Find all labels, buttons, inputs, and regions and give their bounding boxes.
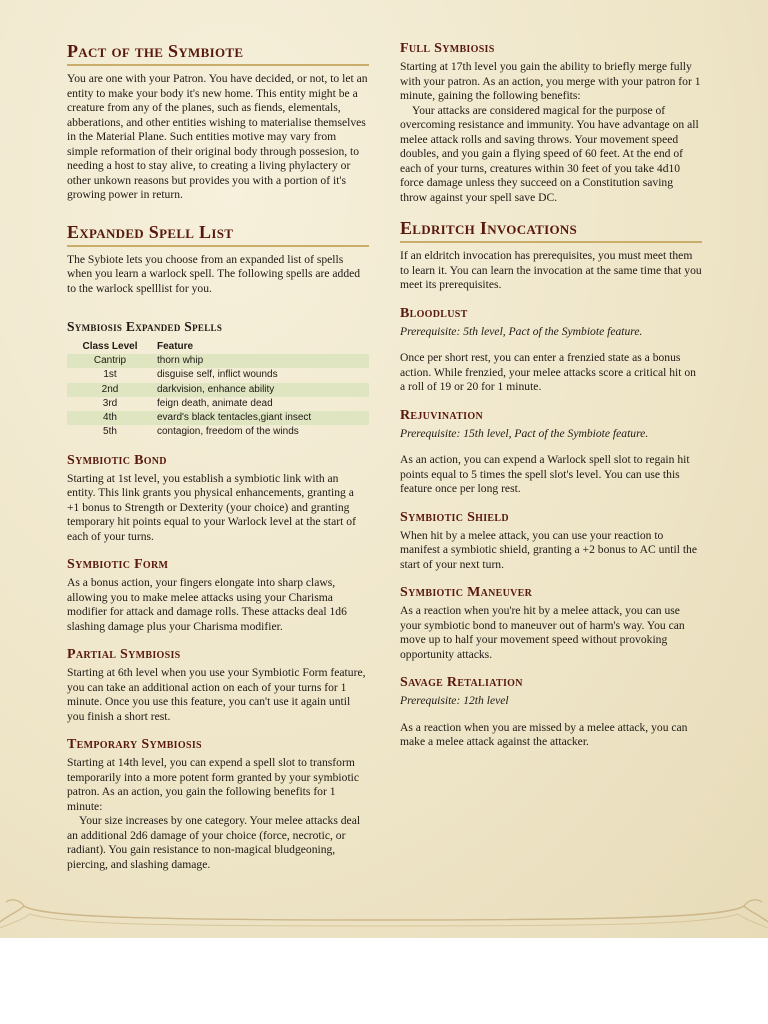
pact-paragraph: You are one with your Patron. You have decided, or not, to let an entity to make your body it's new home. This entity might be a creature from any of the planes, such as fiends, elementals, abberations, and other entities wishing to materialise themselves in the Material Plane. Such entities motive may vary from simple reformation of their original body through possesion, to needing a host to stay alive, to creating a living phylactery or other unkown reasons but provides you with a portion of it's growing power in return. — [67, 72, 368, 201]
pact-heading: Pact of the Symbiote — [67, 40, 369, 66]
table-cell-feature: disguise self, inflict wounds — [157, 369, 278, 381]
rejuvination-prerequisite: Prerequisite: 15th level, Pact of the Symbiote feature. — [400, 426, 649, 440]
spell-table-header-row — [67, 340, 369, 354]
spell-table — [67, 340, 369, 440]
savage-retaliation-heading: Savage Retaliation — [400, 675, 523, 690]
spell-table-title: Symbiosis Expanded Spells — [67, 319, 223, 334]
column-header-feature: Feature — [157, 341, 194, 352]
table-row — [67, 411, 369, 425]
eldritch-invocations-paragraph: If an eldritch invocation has prerequisites, you must meet them to learn it. You can learn the invocation at the same time that you meet its prerequisites. — [400, 249, 702, 291]
left-column — [67, 40, 369, 872]
eldritch-invocations-heading: Eldritch Invocations — [400, 217, 702, 243]
temporary-symbiosis-paragraph: Starting at 14th level, you can expend a spell slot to transform temporarily into a more potent form granted by your symbiotic patron. As an action, you gain the following benefits for 1 minute: — [67, 756, 360, 813]
expanded-spell-list-paragraph: The Sybiote lets you choose from an expanded list of spells when you learn a warlock spell. The following spells are added to the warlock spelllist for you. — [67, 252, 361, 295]
table-cell-level: 1st — [103, 369, 117, 381]
bloodlust-prerequisite: Prerequisite: 5th level, Pact of the Symbiote feature. — [400, 324, 643, 338]
table-cell-level: 2nd — [67, 383, 153, 397]
partial-symbiosis-heading: Partial Symbiosis — [67, 647, 181, 663]
table-cell-level: 3rd — [102, 397, 118, 409]
savage-retaliation-prerequisite: Prerequisite: 12th level — [400, 694, 509, 707]
bloodlust-heading: Bloodlust — [400, 305, 468, 321]
symbiotic-shield-heading: Symbiotic Shield — [400, 509, 509, 525]
symbiotic-bond-paragraph: Starting at 1st level, you establish a symbiotic link with an entity. This link grants you physical enhancements, granting a +1 bonus to Strength or Dexterity (your choice) and granting temporary hit points equal to your Warlock level at the start of each of your turns. — [67, 471, 356, 543]
rejuvination-heading: Rejuvination — [400, 407, 483, 423]
symbiotic-maneuver-paragraph: As a reaction when you're hit by a melee attack, you can use your symbiotic bond to maneuver out of harm's way. You can move up to half your movement speed without provoking opportunity attacks. — [400, 604, 685, 661]
table-cell-feature: evard's black tentacles,giant insect — [153, 411, 369, 425]
full-symbiosis-benefits: Your attacks are considered magical for the purpose of overcoming resistance and immunity. You have advantage on all melee attack rolls and saving throws. Your movement speed doubles, and you gain a flying speed of 60 feet. At the end of each of your turns, creatures within 30 feet of you take 4d10 force damage unless they succeed on a Constitution saving throw against your spell save DC. — [400, 103, 699, 204]
table-cell-feature: contagion, freedom of the winds — [157, 426, 299, 438]
symbiotic-form-heading: Symbiotic Form — [67, 557, 169, 573]
table-cell-feature: thorn whip — [153, 354, 369, 368]
table-cell-feature: darkvision, enhance ability — [153, 383, 369, 397]
footer-ornament-icon — [0, 892, 768, 938]
symbiotic-bond-heading: Symbiotic Bond — [67, 452, 167, 468]
table-cell-feature: feign death, animate dead — [157, 397, 273, 409]
table-cell-level: Cantrip — [67, 354, 153, 368]
rejuvination-paragraph: As an action, you can expend a Warlock spell slot to regain hit points equal to 5 times the spell slot's level. You can use this feature once per long rest. — [400, 453, 690, 495]
table-cell-level: 4th — [67, 411, 153, 425]
full-symbiosis-paragraph: Starting at 17th level you gain the ability to briefly merge fully with your patron. As an action, you merge with your patron for 1 minute, gaining the following benefits: — [400, 60, 701, 102]
table-row — [67, 425, 369, 439]
table-row — [67, 354, 369, 368]
symbiotic-shield-paragraph: When hit by a melee attack, you can use your reaction to manifest a symbiotic shield, granting a +2 bonus to AC until the start of your next turn. — [400, 528, 697, 571]
partial-symbiosis-paragraph: Starting at 6th level when you use your Symbiotic Form feature, you can take an additional action on each of your turns for 1 minute. Once you use this feature, you can't use it again until you finish a short rest. — [67, 666, 366, 723]
expanded-spell-list-heading: Expanded Spell List — [67, 221, 369, 247]
column-header-class-level: Class Level — [82, 341, 138, 352]
temporary-symbiosis-benefits: Your size increases by one category. Your melee attacks deal an additional 2d6 damage of your choice (force, necrotic, or radiant). You gain resistance to non-magical bludgeoning, piercing, and slashing damage. — [67, 814, 361, 871]
symbiotic-maneuver-heading: Symbiotic Maneuver — [400, 585, 533, 600]
temporary-symbiosis-heading: Temporary Symbiosis — [67, 737, 202, 753]
table-row — [67, 368, 369, 382]
symbiotic-form-paragraph: As a bonus action, your fingers elongate into sharp claws, allowing you to make melee attacks using your Charisma modifier for attack and damage rolls. These attacks deal 1d6 slashing damage plus your Charisma modifier. — [67, 576, 347, 633]
savage-retaliation-paragraph: As a reaction when you are missed by a melee attack, you can make a melee attack against the attacker. — [400, 720, 688, 748]
bloodlust-paragraph: Once per short rest, you can enter a frenzied state as a bonus action. While frenzied, your melee attacks score a critical hit on a roll of 19 or 20 for 1 minute. — [400, 351, 696, 393]
right-column — [400, 40, 702, 750]
table-row — [67, 397, 369, 411]
table-cell-level: 5th — [103, 426, 117, 438]
full-symbiosis-heading: Full Symbiosis — [400, 41, 495, 56]
table-row — [67, 383, 369, 397]
